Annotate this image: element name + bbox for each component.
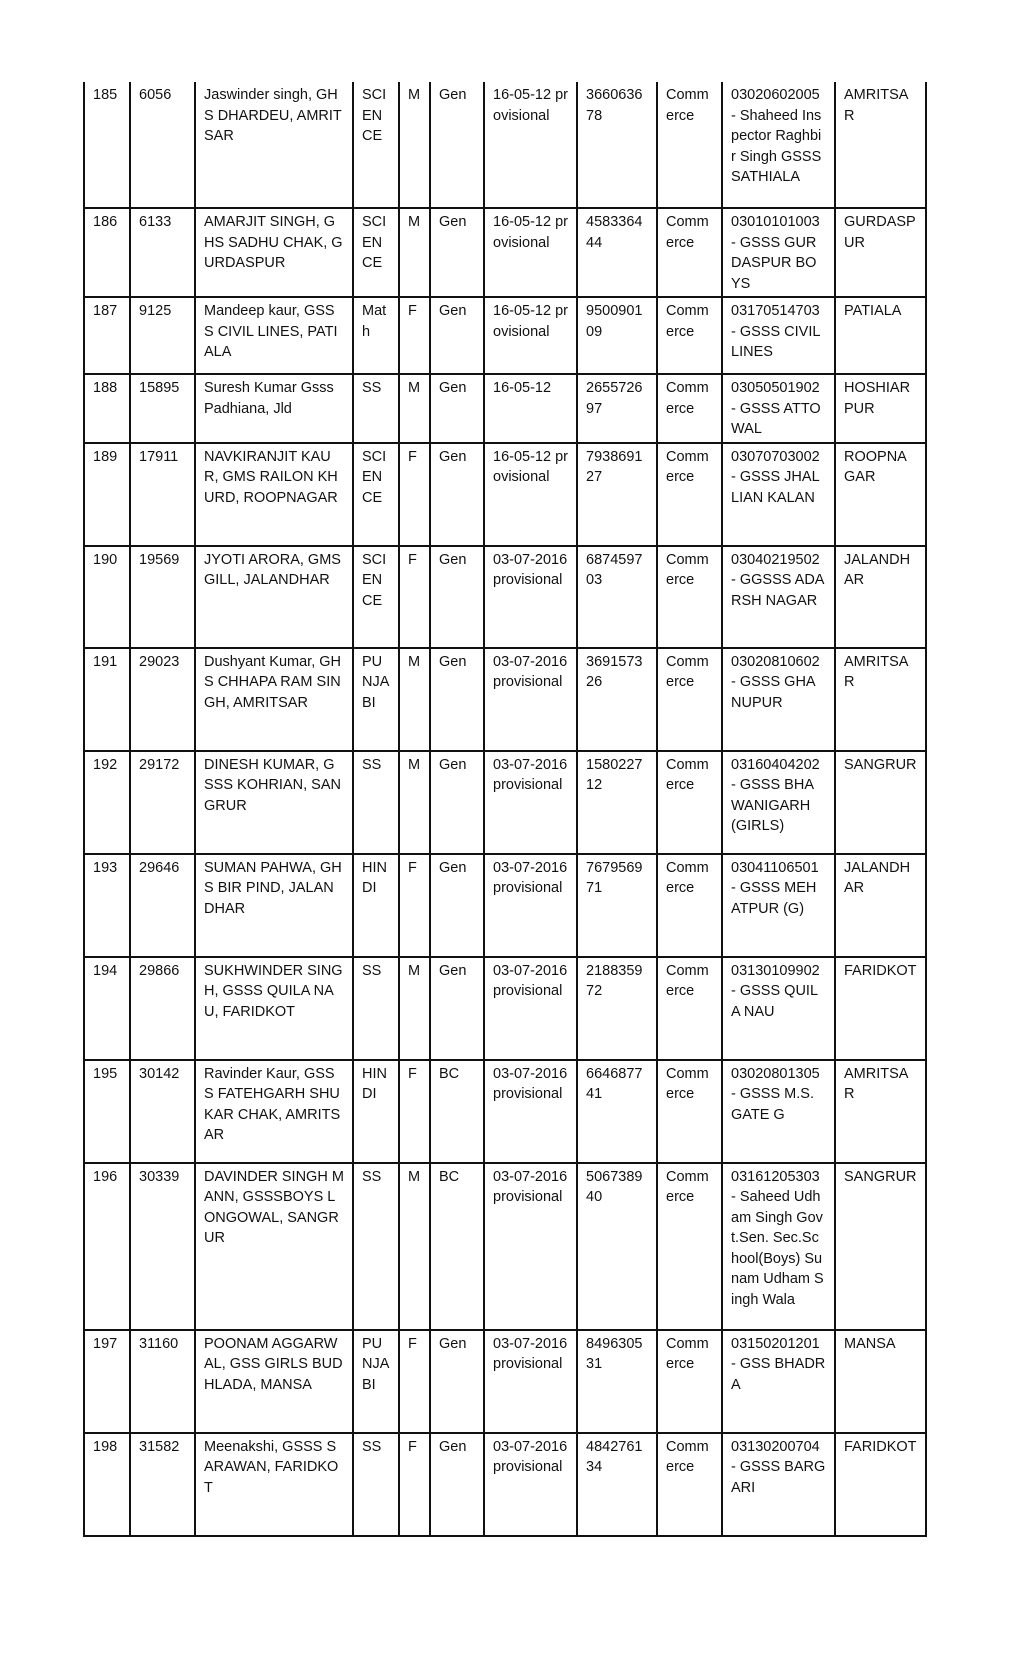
name-school-cell: SUKHWINDER SINGH, GSSS QUILA NAU, FARIDKOT [195,957,353,1060]
district-cell: ROOPNAGAR [835,443,926,546]
gender-cell: F [399,546,430,648]
allotted-school-cell: 03170514703 - GSSS CIVIL LINES [722,297,835,374]
serial-number-cell: 194 [84,957,130,1060]
allotted-school-cell: 03160404202 - GSSS BHAWANIGARH (GIRLS) [722,751,835,854]
subject-cell: SCIENCE [353,546,399,648]
name-school-cell: DINESH KUMAR, GSSS KOHRIAN, SANGRUR [195,751,353,854]
serial-number-cell: 189 [84,443,130,546]
category-cell: Gen [430,648,484,751]
number-cell: 218835972 [577,957,657,1060]
table-row [84,648,926,751]
table-row [84,957,926,1060]
category-cell: Gen [430,854,484,957]
id-cell: 30339 [130,1163,195,1330]
table-row [84,854,926,957]
allotted-school-cell: 03040219502 - GGSSS ADARSH NAGAR [722,546,835,648]
date-cell: 16-05-12 provisional [484,443,577,546]
date-cell: 03-07-2016 provisional [484,1433,577,1536]
number-cell: 458336444 [577,208,657,297]
subject-cell: SS [353,374,399,443]
serial-number-cell: 185 [84,82,130,208]
serial-number-cell: 197 [84,1330,130,1433]
id-cell: 6133 [130,208,195,297]
name-school-cell: Mandeep kaur, GSSS CIVIL LINES, PATIALA [195,297,353,374]
name-school-cell: POONAM AGGARWAL, GSS GIRLS BUDHLADA, MANSA [195,1330,353,1433]
serial-number-cell: 198 [84,1433,130,1536]
district-cell: AMRITSAR [835,1060,926,1163]
number-cell: 767956971 [577,854,657,957]
name-school-cell: Meenakshi, GSSS SARAWAN, FARIDKOT [195,1433,353,1536]
name-school-cell: DAVINDER SINGH MANN, GSSSBOYS LONGOWAL, SANGRUR [195,1163,353,1330]
name-school-cell: AMARJIT SINGH, GHS SADHU CHAK, GURDASPUR [195,208,353,297]
records-body [84,82,926,1536]
category-cell: Gen [430,82,484,208]
number-cell: 369157326 [577,648,657,751]
name-school-cell: NAVKIRANJIT KAUR, GMS RAILON KHURD, ROOPNAGAR [195,443,353,546]
subject-cell: SCIENCE [353,82,399,208]
district-cell: GURDASPUR [835,208,926,297]
category-cell: Gen [430,208,484,297]
serial-number-cell: 188 [84,374,130,443]
subject-cell: PUNJABI [353,648,399,751]
date-cell: 03-07-2016 provisional [484,1330,577,1433]
subject-cell: SS [353,957,399,1060]
allotted-school-cell: 03050501902 - GSSS ATTOWAL [722,374,835,443]
id-cell: 29172 [130,751,195,854]
number-cell: 158022712 [577,751,657,854]
district-cell: AMRITSAR [835,648,926,751]
date-cell: 16-05-12 [484,374,577,443]
category-cell: Gen [430,546,484,648]
name-school-cell: SUMAN PAHWA, GHS BIR PIND, JALANDHAR [195,854,353,957]
category-cell: Gen [430,297,484,374]
table-row [84,1433,926,1536]
subject-cell: SCIENCE [353,443,399,546]
date-cell: 16-05-12 provisional [484,297,577,374]
stream-cell: Commerce [657,1330,722,1433]
serial-number-cell: 187 [84,297,130,374]
district-cell: MANSA [835,1330,926,1433]
id-cell: 6056 [130,82,195,208]
category-cell: Gen [430,957,484,1060]
district-cell: JALANDHAR [835,546,926,648]
category-cell: Gen [430,374,484,443]
district-cell: SANGRUR [835,751,926,854]
gender-cell: F [399,854,430,957]
allotted-school-cell: 03150201201 - GSS BHADRA [722,1330,835,1433]
allotted-school-cell: 03020801305 - GSSS M.S. GATE G [722,1060,835,1163]
district-cell: FARIDKOT [835,957,926,1060]
allotted-school-cell: 03020602005 - Shaheed Inspector Raghbir Singh GSSS SATHIALA [722,82,835,208]
gender-cell: F [399,443,430,546]
table-row [84,82,926,208]
id-cell: 31582 [130,1433,195,1536]
date-cell: 03-07-2016 provisional [484,957,577,1060]
table-row [84,297,926,374]
stream-cell: Commerce [657,546,722,648]
category-cell: BC [430,1163,484,1330]
allotted-school-cell: 03020810602 - GSSS GHANUPUR [722,648,835,751]
stream-cell: Commerce [657,297,722,374]
date-cell: 16-05-12 provisional [484,82,577,208]
gender-cell: M [399,208,430,297]
table-row [84,1163,926,1330]
gender-cell: M [399,648,430,751]
category-cell: Gen [430,751,484,854]
number-cell: 793869127 [577,443,657,546]
number-cell: 484276134 [577,1433,657,1536]
date-cell: 03-07-2016 provisional [484,1163,577,1330]
district-cell: AMRITSAR [835,82,926,208]
id-cell: 31160 [130,1330,195,1433]
id-cell: 9125 [130,297,195,374]
id-cell: 15895 [130,374,195,443]
number-cell: 366063678 [577,82,657,208]
serial-number-cell: 193 [84,854,130,957]
serial-number-cell: 191 [84,648,130,751]
category-cell: Gen [430,1330,484,1433]
date-cell: 03-07-2016 provisional [484,751,577,854]
name-school-cell: Dushyant Kumar, GHS CHHAPA RAM SINGH, AMRITSAR [195,648,353,751]
stream-cell: Commerce [657,854,722,957]
subject-cell: HINDI [353,854,399,957]
number-cell: 664687741 [577,1060,657,1163]
table-row [84,1330,926,1433]
category-cell: Gen [430,1433,484,1536]
table-row [84,1060,926,1163]
id-cell: 29866 [130,957,195,1060]
stream-cell: Commerce [657,443,722,546]
allotted-school-cell: 03130109902 - GSSS QUILA NAU [722,957,835,1060]
district-cell: PATIALA [835,297,926,374]
category-cell: BC [430,1060,484,1163]
date-cell: 03-07-2016 provisional [484,546,577,648]
subject-cell: PUNJABI [353,1330,399,1433]
allotted-school-cell: 03041106501 - GSSS MEHATPUR (G) [722,854,835,957]
records-table [83,82,927,1537]
district-cell: SANGRUR [835,1163,926,1330]
stream-cell: Commerce [657,82,722,208]
subject-cell: SCIENCE [353,208,399,297]
id-cell: 29646 [130,854,195,957]
id-cell: 29023 [130,648,195,751]
district-cell: HOSHIARPUR [835,374,926,443]
name-school-cell: Suresh Kumar Gsss Padhiana, Jld [195,374,353,443]
subject-cell: Math [353,297,399,374]
gender-cell: M [399,751,430,854]
allotted-school-cell: 03130200704 - GSSS BARGARI [722,1433,835,1536]
gender-cell: M [399,82,430,208]
subject-cell: HINDI [353,1060,399,1163]
name-school-cell: Jaswinder singh, GHS DHARDEU, AMRITSAR [195,82,353,208]
gender-cell: F [399,1060,430,1163]
stream-cell: Commerce [657,1163,722,1330]
name-school-cell: Ravinder Kaur, GSSS FATEHGARH SHUKAR CHAK, AMRITSAR [195,1060,353,1163]
subject-cell: SS [353,1163,399,1330]
gender-cell: F [399,297,430,374]
serial-number-cell: 190 [84,546,130,648]
number-cell: 950090109 [577,297,657,374]
category-cell: Gen [430,443,484,546]
number-cell: 687459703 [577,546,657,648]
stream-cell: Commerce [657,1060,722,1163]
number-cell: 265572697 [577,374,657,443]
date-cell: 03-07-2016 provisional [484,854,577,957]
gender-cell: M [399,374,430,443]
serial-number-cell: 192 [84,751,130,854]
gender-cell: M [399,1163,430,1330]
stream-cell: Commerce [657,957,722,1060]
allotted-school-cell: 03161205303 - Saheed Udham Singh Govt.Sen. Sec.School(Boys) Sunam Udham Singh Wala [722,1163,835,1330]
number-cell: 849630531 [577,1330,657,1433]
subject-cell: SS [353,1433,399,1536]
serial-number-cell: 196 [84,1163,130,1330]
gender-cell: F [399,1330,430,1433]
stream-cell: Commerce [657,374,722,443]
date-cell: 16-05-12 provisional [484,208,577,297]
allotted-school-cell: 03070703002 - GSSS JHALLIAN KALAN [722,443,835,546]
id-cell: 30142 [130,1060,195,1163]
stream-cell: Commerce [657,648,722,751]
id-cell: 17911 [130,443,195,546]
table-row [84,546,926,648]
table-row [84,374,926,443]
date-cell: 03-07-2016 provisional [484,648,577,751]
serial-number-cell: 186 [84,208,130,297]
date-cell: 03-07-2016 provisional [484,1060,577,1163]
stream-cell: Commerce [657,751,722,854]
subject-cell: SS [353,751,399,854]
district-cell: FARIDKOT [835,1433,926,1536]
serial-number-cell: 195 [84,1060,130,1163]
number-cell: 506738940 [577,1163,657,1330]
gender-cell: F [399,1433,430,1536]
id-cell: 19569 [130,546,195,648]
district-cell: JALANDHAR [835,854,926,957]
table-row [84,751,926,854]
allotted-school-cell: 03010101003 - GSSS GURDASPUR BOYS [722,208,835,297]
stream-cell: Commerce [657,1433,722,1536]
stream-cell: Commerce [657,208,722,297]
table-row [84,443,926,546]
gender-cell: M [399,957,430,1060]
name-school-cell: JYOTI ARORA, GMS GILL, JALANDHAR [195,546,353,648]
table-row [84,208,926,297]
